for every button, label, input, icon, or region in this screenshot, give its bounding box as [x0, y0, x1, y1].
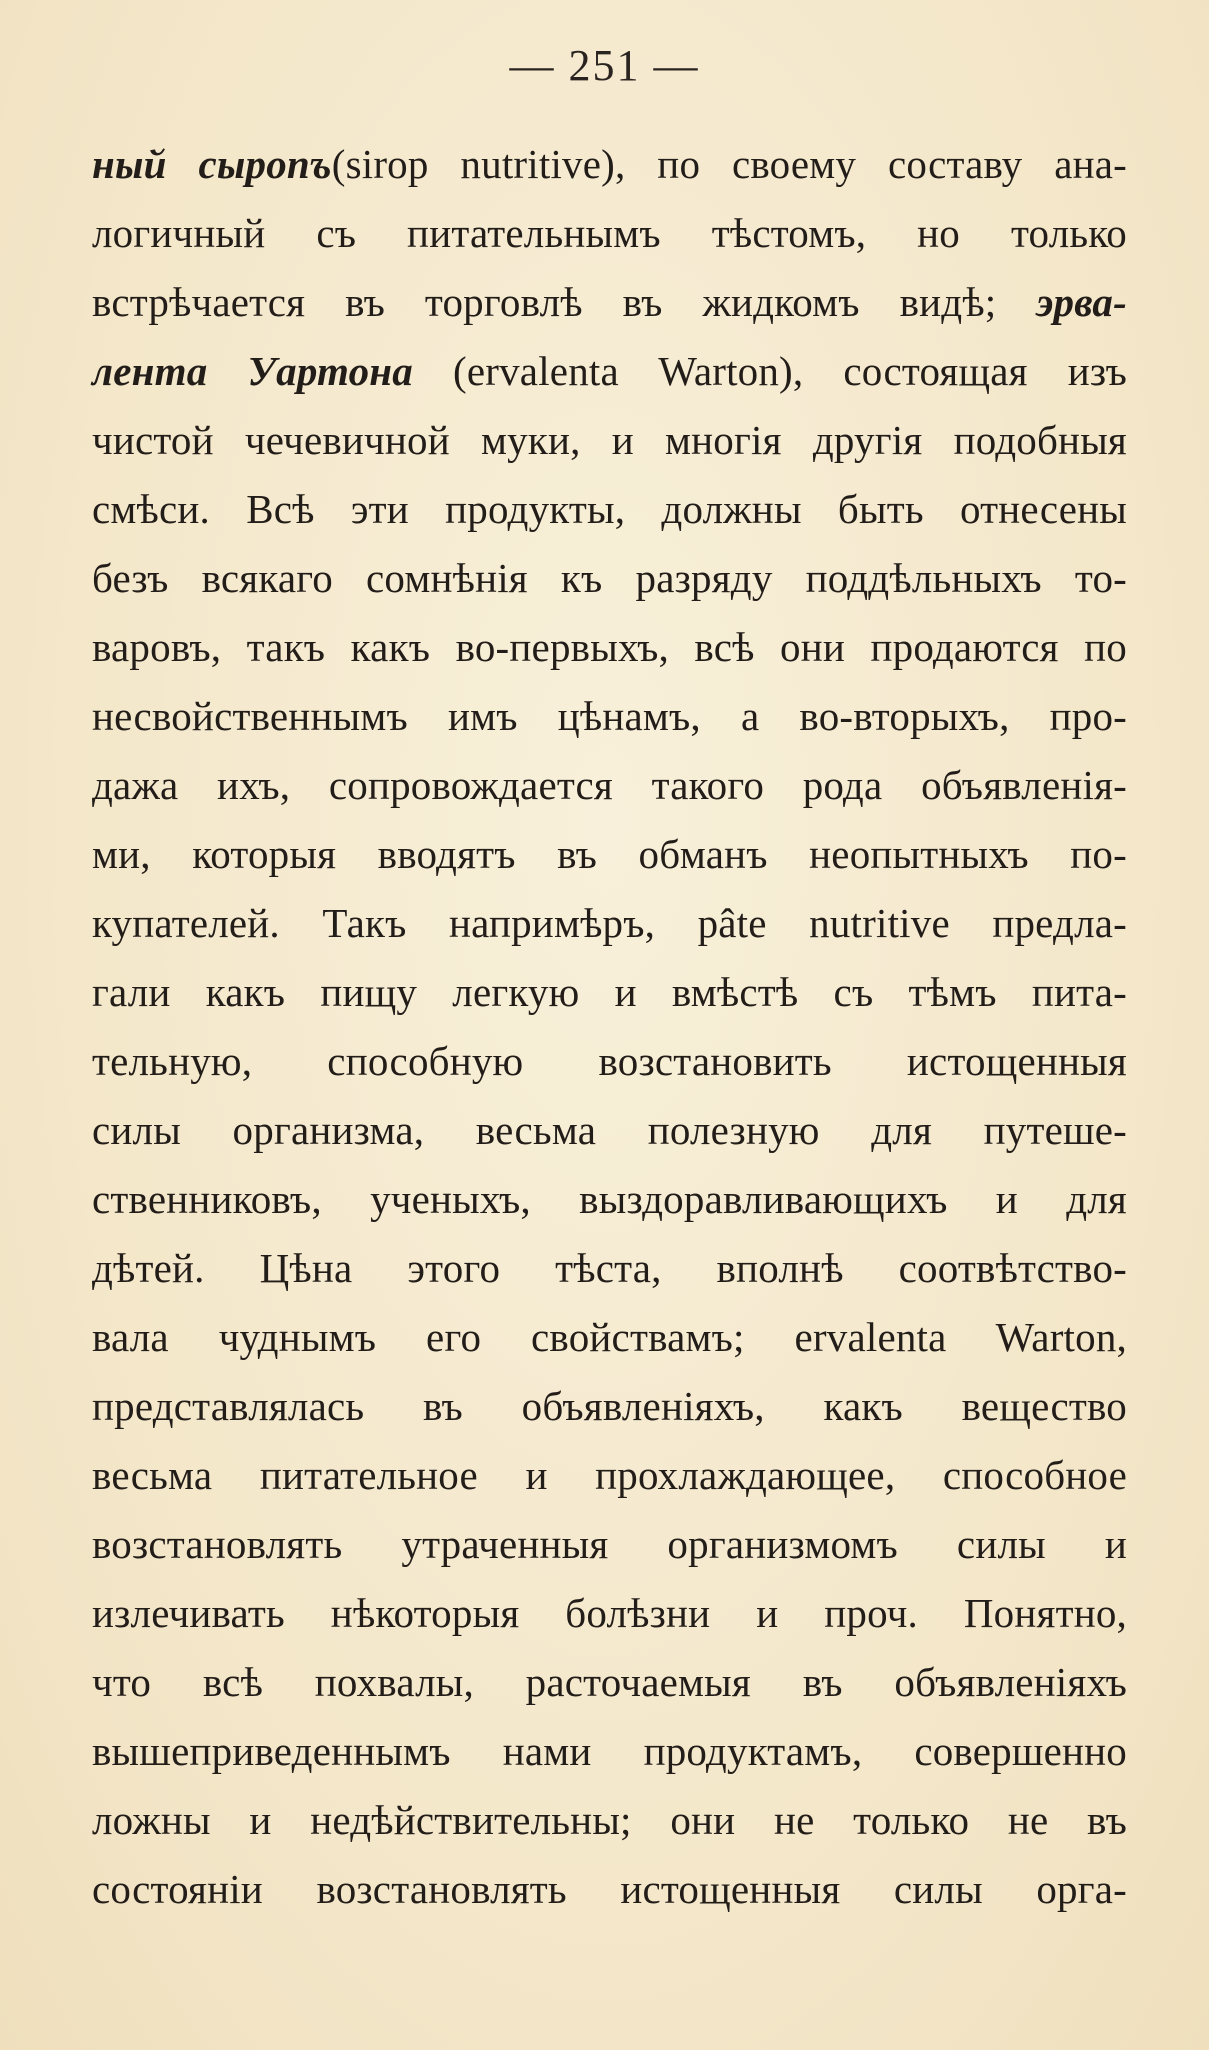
text-line: [92, 1027, 1127, 1096]
body-text: [92, 130, 1127, 1924]
text-segment: представлялась въ объявленіяхъ, какъ вещество: [92, 1383, 1127, 1429]
italic-term: эрва-: [1036, 279, 1127, 325]
text-segment: купателей. Такъ напримѣръ, pâte nutritive предла-: [92, 900, 1127, 946]
text-segment: ственниковъ, ученыхъ, выздоравливающихъ и для: [92, 1176, 1127, 1222]
page-number: — 251 —: [509, 41, 700, 90]
text-line: [92, 958, 1127, 1027]
text-segment: чистой чечевичной муки, и многія другія подобныя: [92, 417, 1127, 463]
text-line: [92, 406, 1127, 475]
text-line: [92, 1855, 1127, 1924]
text-line: [92, 682, 1127, 751]
text-segment: силы организма, весьма полезную для путеше-: [92, 1107, 1127, 1153]
text-line: [92, 1165, 1127, 1234]
text-line: [92, 199, 1127, 268]
text-segment: несвойственнымъ имъ цѣнамъ, а во-вторыхъ, про-: [92, 693, 1127, 739]
text-segment: тельную, способную возстановить истощенныя: [92, 1038, 1127, 1084]
text-line: [92, 337, 1127, 406]
text-segment: дажа ихъ, сопровождается такого рода объявленія-: [92, 762, 1127, 808]
text-line: [92, 1096, 1127, 1165]
text-segment: весьма питательное и прохлаждающее, способное: [92, 1452, 1127, 1498]
text-line: [92, 613, 1127, 682]
text-line: [92, 1372, 1127, 1441]
text-line: [92, 820, 1127, 889]
italic-term: лента Уартона: [92, 348, 413, 394]
text-line: [92, 1441, 1127, 1510]
text-segment: безъ всякаго сомнѣнія къ разряду поддѣльныхъ то-: [92, 555, 1127, 601]
text-line: [92, 1717, 1127, 1786]
text-line: [92, 1579, 1127, 1648]
text-segment: встрѣчается въ торговлѣ въ жидкомъ видѣ;: [92, 279, 1037, 325]
text-segment: что всѣ похвалы, расточаемыя въ объявленіяхъ: [92, 1659, 1127, 1705]
text-segment: смѣси. Всѣ эти продукты, должны быть отнесены: [92, 486, 1127, 532]
text-segment: излечивать нѣкоторыя болѣзни и проч. Понятно,: [92, 1590, 1127, 1636]
text-segment: логичный съ питательнымъ тѣстомъ, но только: [92, 210, 1127, 256]
text-line: [92, 1648, 1127, 1717]
text-line: [92, 544, 1127, 613]
text-segment: состояніи возстановлять истощенныя силы орга-: [92, 1866, 1127, 1912]
text-line: [92, 1234, 1127, 1303]
text-segment: вышеприведеннымъ нами продуктамъ, совершенно: [92, 1728, 1127, 1774]
text-line: [92, 1786, 1127, 1855]
text-segment: ми, которыя вводятъ въ обманъ неопытныхъ по-: [92, 831, 1127, 877]
text-line: [92, 1303, 1127, 1372]
text-line: [92, 475, 1127, 544]
text-segment: возстановлять утраченныя организмомъ силы и: [92, 1521, 1127, 1567]
text-line: [92, 268, 1127, 337]
italic-term: ный сыропъ: [92, 141, 332, 187]
text-line: [92, 1510, 1127, 1579]
text-segment: ложны и недѣйствительны; они не только не въ: [92, 1797, 1127, 1843]
text-segment: (sirop nutritive), по своему составу ана-: [331, 141, 1128, 187]
text-line: [92, 889, 1127, 958]
text-segment: варовъ, такъ какъ во-первыхъ, всѣ они продаются по: [92, 624, 1127, 670]
text-line: [92, 130, 1127, 199]
text-segment: дѣтей. Цѣна этого тѣста, вполнѣ соотвѣтство-: [92, 1245, 1127, 1291]
text-segment: (ervalenta Warton), состоящая изъ: [412, 348, 1127, 394]
text-line: [92, 751, 1127, 820]
text-segment: гали какъ пищу легкую и вмѣстѣ съ тѣмъ пита-: [92, 969, 1127, 1015]
text-segment: вала чуднымъ его свойствамъ; ervalenta Warton,: [92, 1314, 1127, 1360]
